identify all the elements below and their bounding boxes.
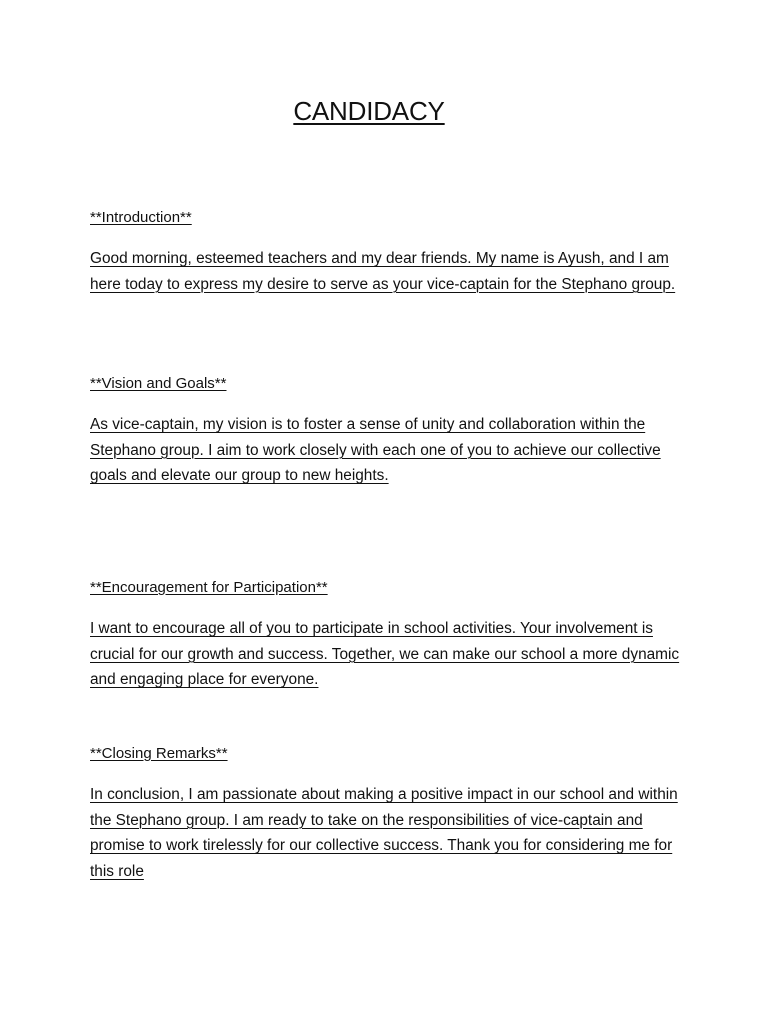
document-title: CANDIDACY — [293, 96, 445, 126]
section-vision-and-goals — [90, 374, 682, 489]
section-paragraph: Good morning, esteemed teachers and my dear friends. My name is Ayush, and I am here today to express my desire to serve as your vice-captain for the Stephano group. — [90, 250, 676, 293]
section-heading: **Vision and Goals** — [90, 375, 227, 392]
section-encouragement — [90, 578, 682, 693]
section-paragraph: I want to encourage all of you to participate in school activities. Your involvement is crucial for our growth and success. Together, we can make our school a more dynamic and engaging place for everyone. — [90, 620, 680, 689]
section-paragraph: In conclusion, I am passionate about making a positive impact in our school and within the Stephano group. I am ready to take on the responsibilities of vice-captain and promise to work tirelessly for our collective success. Thank you for considering me for this role — [90, 786, 678, 880]
section-introduction — [90, 208, 682, 297]
section-heading: **Closing Remarks** — [90, 745, 228, 762]
section-paragraph: As vice-captain, my vision is to foster a sense of unity and collaboration within the Stephano group. I aim to work closely with each one of you to achieve our collective goals and elevate our group to new heights. — [90, 416, 661, 485]
section-closing-remarks — [90, 744, 682, 884]
section-heading: **Introduction** — [90, 209, 192, 226]
section-heading: **Encouragement for Participation** — [90, 579, 328, 596]
